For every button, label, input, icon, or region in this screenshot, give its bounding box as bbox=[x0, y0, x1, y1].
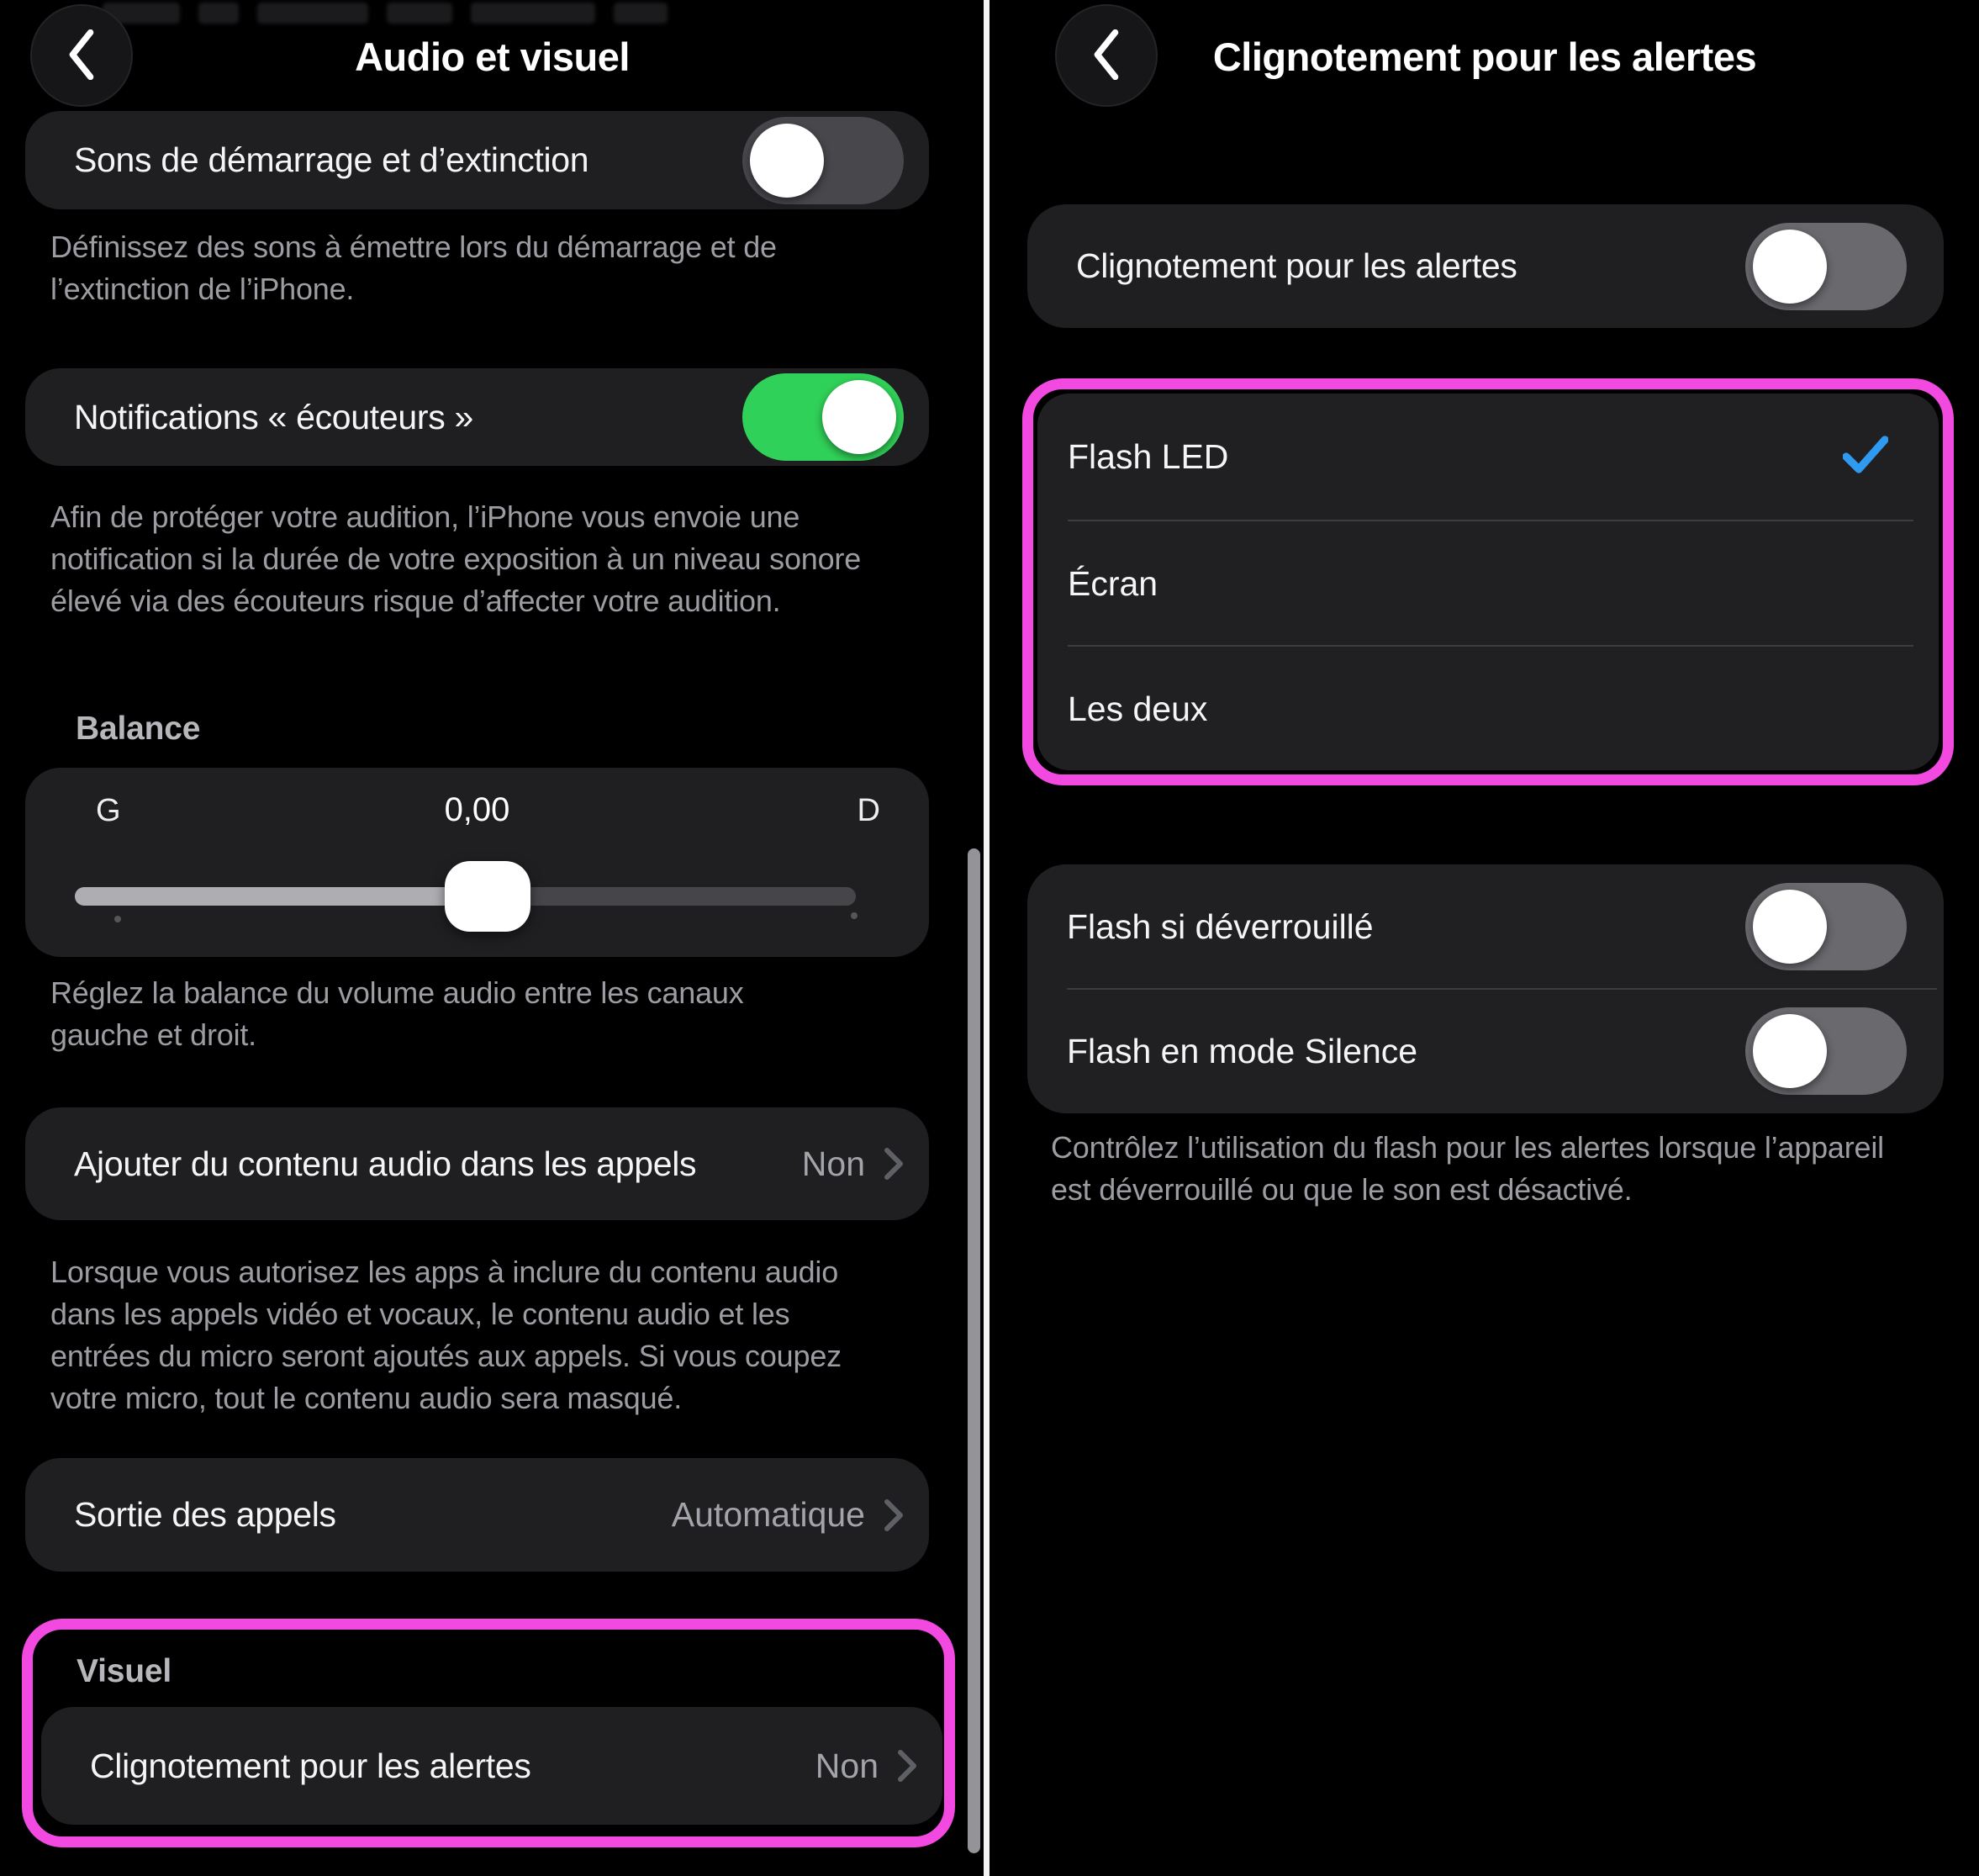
toggle-knob bbox=[1753, 1014, 1827, 1088]
flash-alerts-toggle-label: Clignotement pour les alertes bbox=[1076, 246, 1517, 285]
slider-tick-left bbox=[114, 916, 121, 922]
option-les-deux[interactable] bbox=[1037, 646, 1939, 772]
flash-unlocked-label: Flash si déverrouillé bbox=[1067, 906, 1374, 946]
flash-alerts-toggle[interactable] bbox=[1745, 223, 1907, 310]
balance-slider-fill bbox=[75, 887, 488, 906]
panel-clignotement-alertes bbox=[990, 0, 1979, 1876]
headphone-notifications-toggle[interactable] bbox=[742, 373, 904, 461]
balance-slider-knob[interactable] bbox=[445, 861, 530, 932]
panel-divider bbox=[984, 0, 990, 1876]
row-headphone-notifications bbox=[25, 368, 929, 466]
audio-in-calls-footnote: Lorsque vous autorisez les apps à inclure du contenu audio dans les appels vidéo et vocaux, le contenu audio et les entrées du micro seront ajoutés aux appels. Si vous coupez votre micro, tout le contenu audio sera masqué. bbox=[50, 1255, 842, 1415]
balance-slider-card bbox=[25, 768, 929, 957]
row-flash-alerts[interactable] bbox=[41, 1707, 942, 1825]
audio-in-calls-value: Non bbox=[801, 1144, 865, 1183]
flash-options-card bbox=[1037, 394, 1939, 770]
row-flash-unlocked bbox=[1027, 864, 1944, 989]
balance-footnote: Réglez la balance du volume audio entre les canaux gauche et droit. bbox=[50, 975, 744, 1052]
headphone-notifications-label: Notifications « écouteurs » bbox=[74, 397, 474, 436]
page-title: Clignotement pour les alertes bbox=[1212, 34, 1757, 79]
option-label: Écran bbox=[1068, 563, 1158, 603]
balance-left-label: G bbox=[96, 793, 121, 828]
slider-tick-right bbox=[851, 912, 858, 919]
toggle-knob bbox=[1753, 890, 1827, 964]
startup-sounds-toggle[interactable] bbox=[742, 117, 904, 204]
call-output-value: Automatique bbox=[671, 1495, 865, 1534]
flash-options-highlight bbox=[1022, 378, 1954, 785]
scrolled-content-remnant bbox=[103, 3, 668, 24]
toggle-knob bbox=[750, 124, 824, 198]
chevron-right-icon bbox=[884, 1498, 904, 1532]
row-audio-in-calls[interactable] bbox=[25, 1107, 929, 1220]
toggle-knob bbox=[822, 380, 896, 454]
visual-section-header: Visuel bbox=[77, 1653, 172, 1689]
flash-unlocked-toggle[interactable] bbox=[1745, 883, 1907, 970]
call-output-label: Sortie des appels bbox=[74, 1495, 336, 1534]
headphone-notifications-footnote: Afin de protéger votre audition, l’iPhone vous envoie une notification si la durée de votre exposition à un niveau sonore élevé via des écouteurs risque d’affecter votre audition. bbox=[50, 499, 862, 618]
option-ecran[interactable] bbox=[1037, 521, 1939, 647]
page-title: Audio et visuel bbox=[355, 34, 630, 79]
balance-right-label: D bbox=[857, 793, 880, 828]
visual-section-highlight bbox=[22, 1619, 955, 1847]
startup-sounds-label: Sons de démarrage et d’extinction bbox=[74, 140, 589, 179]
chevron-right-icon bbox=[897, 1749, 917, 1783]
flash-silent-toggle[interactable] bbox=[1745, 1007, 1907, 1095]
flash-alerts-value: Non bbox=[815, 1746, 879, 1785]
panel-audio-visuel bbox=[0, 0, 984, 1876]
chevron-right-icon bbox=[884, 1147, 904, 1181]
checkmark-icon bbox=[1843, 436, 1888, 478]
balance-section-header: Balance bbox=[76, 711, 201, 747]
option-label: Flash LED bbox=[1068, 436, 1229, 476]
row-flash-alerts-toggle bbox=[1027, 204, 1944, 328]
startup-sounds-footnote: Définissez des sons à émettre lors du démarrage et de l’extinction de l’iPhone. bbox=[50, 230, 777, 306]
option-flash-led[interactable] bbox=[1037, 394, 1939, 520]
flash-toggles-card bbox=[1027, 864, 1944, 1113]
toggle-knob bbox=[1753, 230, 1827, 304]
audio-in-calls-label: Ajouter du contenu audio dans les appels bbox=[74, 1144, 697, 1183]
balance-value: 0,00 bbox=[444, 791, 510, 828]
flash-silent-label: Flash en mode Silence bbox=[1067, 1031, 1418, 1070]
row-startup-sounds bbox=[25, 111, 929, 209]
flash-footnote: Contrôlez l’utilisation du flash pour les alertes lorsque l’appareil est déverrouillé ou que le son est désactivé. bbox=[1051, 1130, 1884, 1207]
row-flash-silent bbox=[1027, 989, 1944, 1113]
option-label: Les deux bbox=[1068, 689, 1208, 728]
scrollbar[interactable] bbox=[968, 848, 980, 1853]
row-call-output[interactable] bbox=[25, 1458, 929, 1572]
flash-alerts-label: Clignotement pour les alertes bbox=[90, 1746, 531, 1785]
